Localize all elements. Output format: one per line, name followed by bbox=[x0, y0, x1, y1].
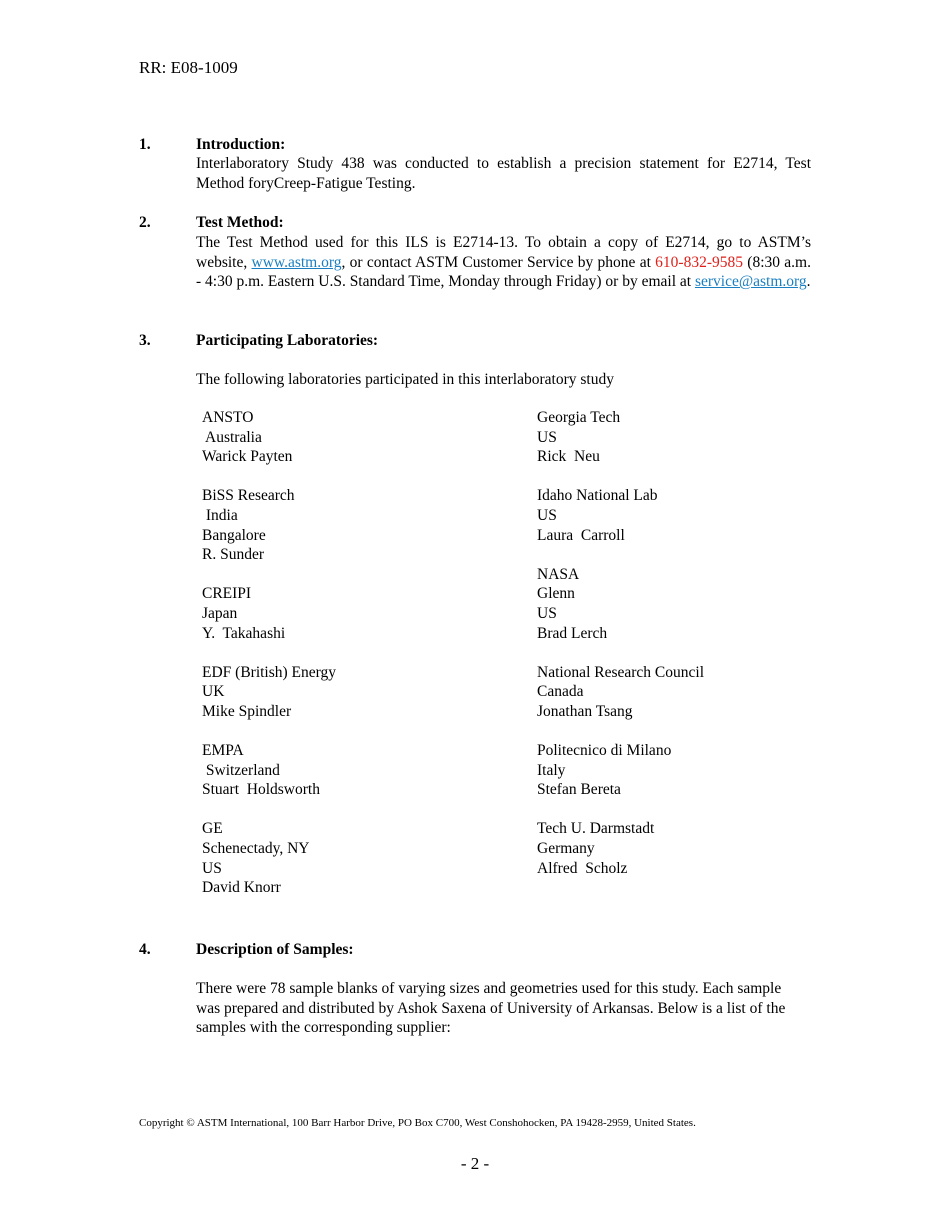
section-2-text-c: (8:30 a.m. - 4:30 p.m. Eastern U.S. Standard Time, Monday through Friday) or by email at bbox=[196, 253, 811, 291]
lab-entry bbox=[537, 819, 704, 878]
lab-line: EMPA bbox=[202, 742, 244, 760]
lab-line: Rick Neu bbox=[537, 448, 600, 466]
section-4-title: Description of Samples: bbox=[196, 941, 354, 958]
lab-line: Politecnico di Milano bbox=[537, 742, 672, 760]
labs-intro: The following laboratories participated in this interlaboratory study bbox=[196, 371, 614, 388]
section-1-text: Interlaboratory Study 438 was conducted to establish a precision statement for E2714, Test Method foryCreep-Fatigue Testing. bbox=[196, 155, 811, 192]
lab-line: US bbox=[537, 428, 557, 446]
lab-line: Australia bbox=[202, 428, 262, 446]
lab-line: Italy bbox=[537, 761, 566, 779]
lab-line: GE bbox=[202, 820, 223, 838]
lab-line: Mike Spindler bbox=[202, 702, 292, 720]
lab-line: BiSS Research bbox=[202, 487, 295, 505]
labs-left-column bbox=[202, 408, 336, 917]
lab-line bbox=[537, 545, 704, 565]
lab-entry bbox=[202, 741, 336, 800]
lab-line: UK bbox=[202, 683, 225, 701]
lab-line: Canada bbox=[537, 683, 584, 701]
lab-line: Idaho National Lab bbox=[537, 487, 658, 505]
page-number: - 2 - bbox=[460, 1154, 490, 1173]
section-2-text-a: The Test Method used for this ILS is E2714-13. To obtain a copy of E2714, go to ASTM’s website, bbox=[196, 234, 811, 271]
section-2-number: 2. bbox=[139, 214, 151, 231]
lab-line: Stefan Bereta bbox=[537, 781, 621, 799]
lab-line: Switzerland bbox=[202, 761, 280, 779]
lab-line: US bbox=[537, 506, 557, 524]
lab-entry bbox=[202, 584, 336, 643]
email-link[interactable]: service@astm.org bbox=[694, 273, 807, 291]
section-4-number: 4. bbox=[139, 941, 151, 958]
website-link[interactable]: www.astm.org bbox=[251, 253, 342, 271]
lab-entry bbox=[537, 663, 704, 722]
lab-entry bbox=[202, 819, 336, 897]
lab-line: Stuart Holdsworth bbox=[202, 781, 320, 799]
document-id: RR: E08-1009 bbox=[139, 58, 238, 77]
section-2-text-b: , or contact ASTM Customer Service by phone at bbox=[341, 253, 656, 271]
lab-entry bbox=[202, 408, 336, 467]
lab-line: Jonathan Tsang bbox=[537, 702, 633, 720]
section-1-number: 1. bbox=[139, 136, 151, 153]
lab-line: NASA bbox=[537, 565, 580, 583]
lab-line: US bbox=[202, 859, 222, 877]
lab-line: EDF (British) Energy bbox=[202, 663, 337, 681]
lab-line: Germany bbox=[537, 840, 595, 858]
copyright-footer: Copyright © ASTM International, 100 Barr Harbor Drive, PO Box C700, West Conshohocken, PA 19428-2959, United States. bbox=[139, 1117, 696, 1129]
lab-line: David Knorr bbox=[202, 879, 281, 897]
lab-entry bbox=[202, 663, 336, 722]
section-2-text bbox=[196, 233, 811, 292]
lab-line: Y. Takahashi bbox=[202, 624, 286, 642]
lab-line: Glenn bbox=[537, 585, 575, 603]
lab-line: Bangalore bbox=[202, 526, 266, 544]
lab-line: Japan bbox=[202, 604, 238, 622]
lab-entry bbox=[202, 486, 336, 564]
section-3-title: Participating Laboratories: bbox=[196, 332, 379, 349]
phone-number: 610-832-9585 bbox=[655, 253, 743, 271]
labs-right-column bbox=[537, 408, 704, 898]
lab-line: R. Sunder bbox=[202, 546, 264, 564]
lab-line: India bbox=[202, 506, 238, 524]
lab-line: CREIPI bbox=[202, 585, 252, 603]
lab-line: Tech U. Darmstadt bbox=[537, 820, 655, 838]
lab-line: National Research Council bbox=[537, 663, 705, 681]
lab-line: Laura Carroll bbox=[537, 526, 625, 544]
lab-entry bbox=[537, 408, 704, 467]
section-2-text-d: . bbox=[806, 273, 811, 291]
section-4-text: There were 78 sample blanks of varying sizes and geometries used for this study. Each sample was prepared and distributed by Ashok Saxena of University of Arkansas. Below is a list of the samples with the corresponding supplier: bbox=[196, 980, 786, 1037]
lab-line: ANSTO bbox=[202, 409, 254, 426]
section-3-number: 3. bbox=[139, 332, 151, 349]
lab-line: Georgia Tech bbox=[537, 409, 621, 426]
lab-line: Warick Payten bbox=[202, 448, 293, 466]
lab-line: Schenectady, NY bbox=[202, 840, 310, 858]
lab-entry bbox=[537, 486, 704, 643]
section-1-title: Introduction: bbox=[196, 136, 286, 153]
lab-entry bbox=[537, 741, 704, 800]
lab-line: US bbox=[537, 604, 557, 622]
lab-line: Brad Lerch bbox=[537, 624, 608, 642]
lab-line: Alfred Scholz bbox=[537, 859, 628, 877]
section-2-title: Test Method: bbox=[196, 214, 284, 231]
